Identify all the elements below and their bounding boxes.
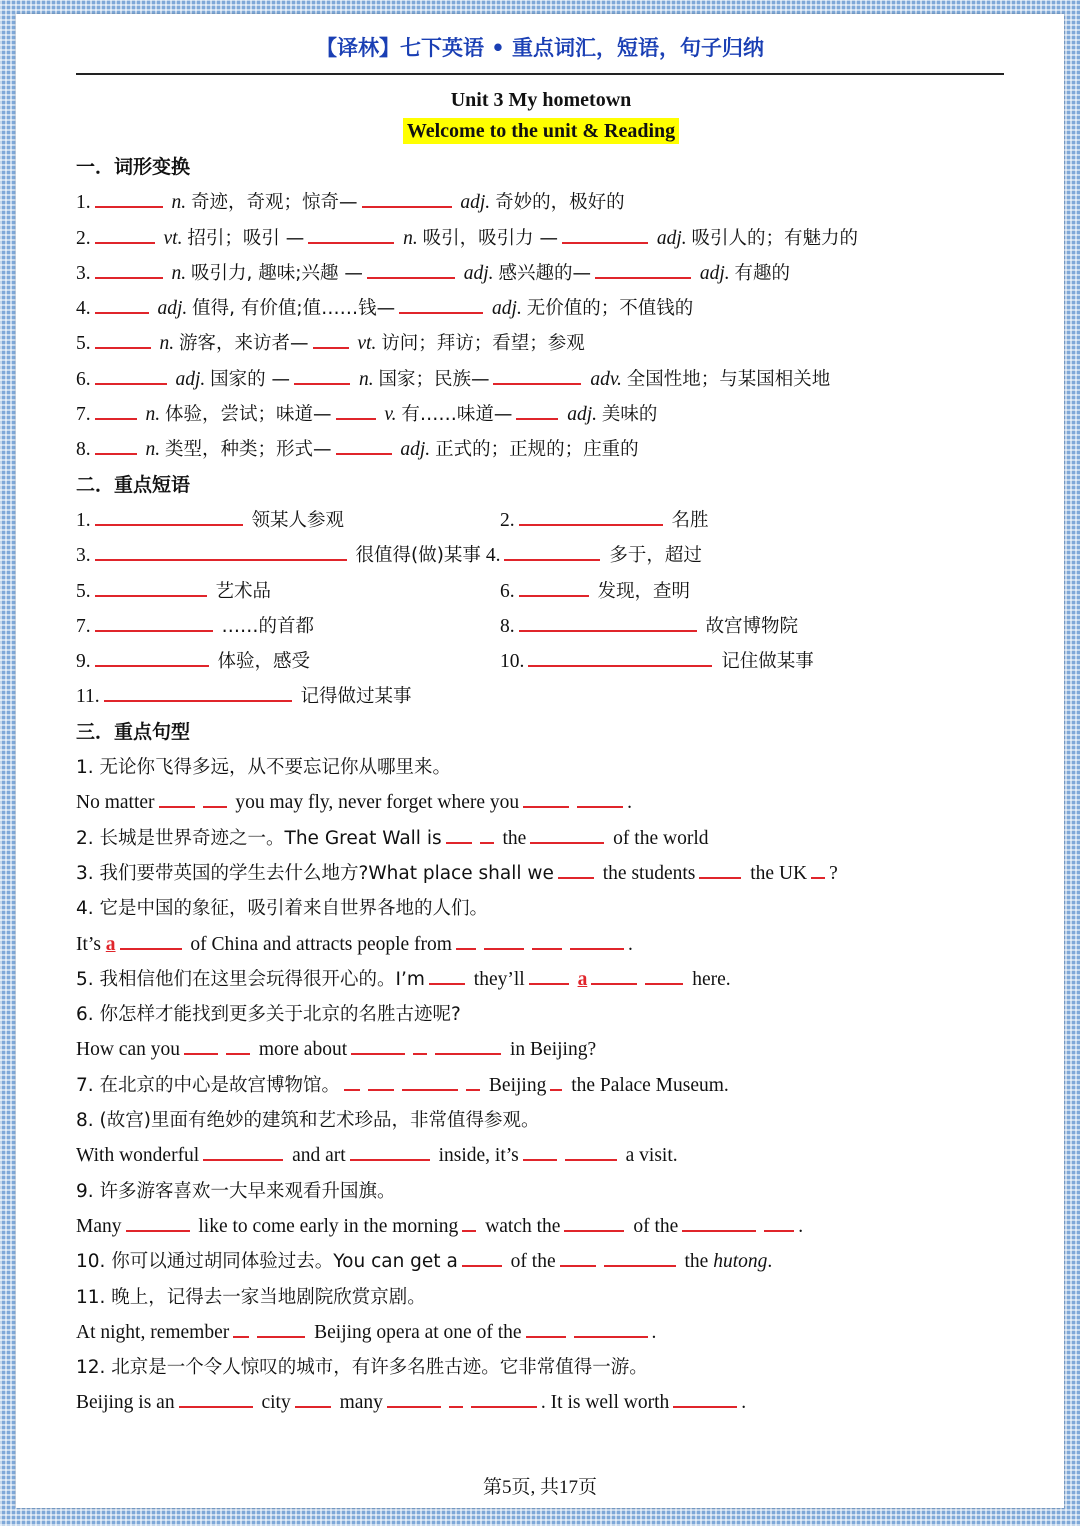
sentence-cn: 6. 你怎样才能找到更多关于北京的名胜古迹呢? <box>76 1004 461 1026</box>
answer-blank[interactable] <box>449 1388 463 1408</box>
answer-blank[interactable] <box>294 365 350 385</box>
answer-blank[interactable] <box>226 1035 250 1055</box>
answer-blank[interactable] <box>456 930 476 950</box>
section-heading: 一．词形变换 <box>76 156 191 178</box>
answer-blank[interactable] <box>519 506 663 526</box>
answer-blank[interactable] <box>471 1388 537 1408</box>
answer-blank[interactable] <box>682 1212 756 1232</box>
answer-blank[interactable] <box>645 965 683 985</box>
answer-blank[interactable] <box>519 612 697 632</box>
vocab-item: 6. adj. 国家的 — n. 国家；民族— adv. 全国性地；与某国相关地 <box>76 362 1006 397</box>
answer-blank[interactable] <box>764 1212 794 1232</box>
sentence-cn: 11. 晚上，记得去一家当地剧院欣赏京剧。 <box>76 1286 426 1308</box>
answer-blank[interactable] <box>435 1035 501 1055</box>
vocab-item: 1. n. 奇迹，奇观；惊奇— adj. 奇妙的，极好的 <box>76 185 1006 220</box>
sentence-cn: 1. 无论你飞得多远，从不要忘记你从哪里来。 <box>76 757 452 779</box>
answer-blank[interactable] <box>560 1247 596 1267</box>
answer-blank[interactable] <box>184 1035 218 1055</box>
answer-blank[interactable] <box>516 400 558 420</box>
answer-blank[interactable] <box>362 188 452 208</box>
answer-blank[interactable] <box>104 682 292 702</box>
answer-blank[interactable] <box>429 965 465 985</box>
answer-blank[interactable] <box>95 329 151 349</box>
subtitle: Welcome to the unit & Reading <box>403 118 679 144</box>
answer-blank[interactable] <box>699 859 741 879</box>
answer-blank[interactable] <box>95 506 243 526</box>
sentence-cn: 12. 北京是一个令人惊叹的城市，有许多名胜古迹。它非常值得一游。 <box>76 1357 648 1379</box>
answer-blank[interactable] <box>530 824 604 844</box>
answer-blank[interactable] <box>95 541 347 561</box>
sentence-en: With wonderful and art inside, it’s a visit. <box>76 1138 1006 1173</box>
answer-blank[interactable] <box>462 1247 502 1267</box>
answer-blank[interactable] <box>95 577 207 597</box>
section-heading: 三．重点句型 <box>76 720 191 743</box>
answer-blank[interactable] <box>480 824 494 844</box>
unit-title: Unit 3 My hometown <box>450 89 632 111</box>
answer-blank[interactable] <box>120 930 182 950</box>
answer-blank[interactable] <box>595 259 691 279</box>
answer-blank[interactable] <box>95 400 137 420</box>
phrase-row: 9. 体验，感受 10. 记住做某事 <box>76 644 1006 679</box>
sentence-en: Many like to come early in the morning watch the of the . <box>76 1209 1006 1244</box>
sentence-cn: 9. 许多游客喜欢一大早来观看升国旗。 <box>76 1180 396 1202</box>
answer-blank[interactable] <box>350 1141 430 1161</box>
answer-blank[interactable] <box>532 930 562 950</box>
sentence-en: No matter you may fly, never forget where you . <box>76 785 1006 820</box>
answer-blank[interactable] <box>344 1071 360 1091</box>
sentence-en: How can you more about in Beijing? <box>76 1032 1006 1067</box>
answer-blank[interactable] <box>367 259 455 279</box>
section-heading: 二．重点短语 <box>76 473 191 496</box>
answer-blank[interactable] <box>399 294 483 314</box>
vocab-item: 4. adj. 值得, 有价值;值……钱— adj. 无价值的；不值钱的 <box>76 291 1006 326</box>
answer-blank[interactable] <box>565 1141 617 1161</box>
answer-blank[interactable] <box>529 965 569 985</box>
answer-blank[interactable] <box>257 1318 305 1338</box>
answer-blank[interactable] <box>558 859 594 879</box>
phrase-row: 11. 记得做过某事 <box>76 679 1006 714</box>
sentence-en: It’s a of China and attracts people from . <box>76 927 1006 962</box>
answer-blank[interactable] <box>550 1071 562 1091</box>
answer-blank[interactable] <box>308 224 394 244</box>
answer-blank[interactable] <box>95 294 149 314</box>
answer-blank[interactable] <box>564 1212 624 1232</box>
answer-blank[interactable] <box>336 400 376 420</box>
answer-blank[interactable] <box>446 824 472 844</box>
vocab-item: 8. n. 类型，种类；形式— adj. 正式的；正规的；庄重的 <box>76 432 1006 467</box>
answer-blank[interactable] <box>504 541 600 561</box>
answer-blank[interactable] <box>95 259 163 279</box>
answer-blank[interactable] <box>528 647 712 667</box>
sentence-en: Beijing is an city many . It is well worth . <box>76 1385 1006 1420</box>
answer-blank[interactable] <box>368 1071 394 1091</box>
phrase-row: 7. ……的首都 8. 故宫博物院 <box>76 609 1006 644</box>
answer-blank[interactable] <box>577 788 623 808</box>
answer-blank[interactable] <box>673 1388 737 1408</box>
sentence-cn: 8. (故宫)里面有绝妙的建筑和艺术珍品，非常值得参观。 <box>76 1110 540 1132</box>
answer-blank[interactable] <box>126 1212 190 1232</box>
phrase-row: 5. 艺术品 6. 发现，查明 <box>76 574 1006 609</box>
phrase-row: 3. 很值得(做)某事 4. 多于，超过 <box>76 538 1006 573</box>
answer-blank[interactable] <box>95 612 213 632</box>
answer-blank[interactable] <box>351 1035 405 1055</box>
answer-blank[interactable] <box>95 224 155 244</box>
answer-blank[interactable] <box>203 788 227 808</box>
vocab-item: 2. vt. 招引；吸引 — n. 吸引，吸引力 — adj. 吸引人的；有魅力的 <box>76 221 1006 256</box>
phrase-row: 1. 领某人参观 2. 名胜 <box>76 503 1006 538</box>
header-divider <box>76 73 1004 75</box>
answer-blank[interactable] <box>313 329 349 349</box>
answer-blank[interactable] <box>523 1141 557 1161</box>
answer-blank[interactable] <box>387 1388 441 1408</box>
sentence-combined: 3. 我们要带英国的学生去什么地方?What place shall we the students the UK ? <box>76 856 1006 891</box>
answer-blank[interactable] <box>574 1318 648 1338</box>
answer-blank[interactable] <box>336 435 392 455</box>
answer-blank[interactable] <box>591 965 637 985</box>
header-title: 【译林】七下英语 • 重点词汇，短语，句子归纳 <box>315 36 765 60</box>
vocab-item: 7. n. 体验，尝试；味道— v. 有……味道— adj. 美味的 <box>76 397 1006 432</box>
sentence-combined: 2. 长城是世界奇迹之一。The Great Wall is the of the world <box>76 821 1006 856</box>
vocab-item: 5. n. 游客，来访者— vt. 访问；拜访；看望；参观 <box>76 326 1006 361</box>
answer-blank[interactable] <box>484 930 524 950</box>
sentence-en: At night, remember Beijing opera at one of the . <box>76 1315 1006 1350</box>
page-footer: 第5页, 共17页 <box>482 1477 597 1498</box>
answer-blank[interactable] <box>159 788 195 808</box>
answer-blank[interactable] <box>562 224 648 244</box>
answer-blank[interactable] <box>402 1071 458 1091</box>
sentence-combined: 10. 你可以通过胡同体验过去。You can get a of the the hutong. <box>76 1244 1006 1279</box>
answer-blank[interactable] <box>95 188 163 208</box>
answer-blank[interactable] <box>203 1141 283 1161</box>
vocab-item: 3. n. 吸引力, 趣味;兴趣 — adj. 感兴趣的— adj. 有趣的 <box>76 256 1006 291</box>
answer-blank[interactable] <box>95 365 167 385</box>
answer-blank[interactable] <box>493 365 581 385</box>
answer-blank[interactable] <box>811 859 825 879</box>
answer-blank[interactable] <box>413 1035 427 1055</box>
answer-blank[interactable] <box>233 1318 249 1338</box>
answer-blank[interactable] <box>519 577 589 597</box>
document-page <box>16 14 1064 1508</box>
answer-blank[interactable] <box>466 1071 480 1091</box>
answer-blank[interactable] <box>604 1247 676 1267</box>
content <box>76 84 1006 1421</box>
answer-blank[interactable] <box>523 788 569 808</box>
sentence-combined: 7. 在北京的中心是故宫博物馆。 Beijing the Palace Museum. <box>76 1068 1006 1103</box>
answer-blank[interactable] <box>526 1318 566 1338</box>
answer-blank[interactable] <box>95 435 137 455</box>
answer-blank[interactable] <box>295 1388 331 1408</box>
answer-blank[interactable] <box>570 930 624 950</box>
sentence-cn: 4. 它是中国的象征，吸引着来自世界各地的人们。 <box>76 898 489 920</box>
answer-blank[interactable] <box>95 647 209 667</box>
sentence-combined: 5. 我相信他们在这里会玩得很开心的。I’m they’ll a here. <box>76 962 1006 997</box>
answer-blank[interactable] <box>462 1212 476 1232</box>
answer-blank[interactable] <box>179 1388 253 1408</box>
